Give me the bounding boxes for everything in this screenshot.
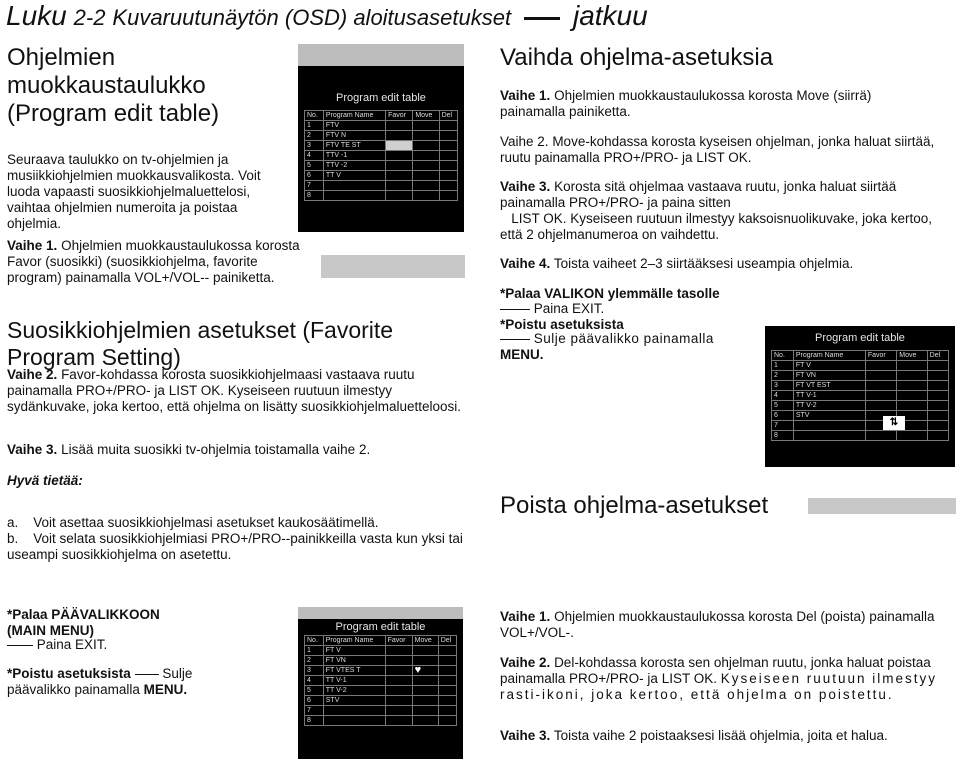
osd-table [304,110,458,201]
table-row[interactable]: 7 [305,181,458,191]
osd-header-row: No. Program Name Favor Move Del [305,636,457,646]
delete-step3: Vaihe 3. Toista vaihe 2 poistaaksesi lisää ohjelmia, joita et halua. [500,728,888,743]
osd-header-row: No. Program Name Favor Move Del [305,111,458,121]
dash [500,309,530,310]
delete-step2: Vaihe 2. Del-kohdassa korosta sen ohjelman ruutu, jonka haluat poistaa painamalla PRO+/PRO- ja LIST OK. Kyseiseen ruutuun ilmestyy rasti-ikoni, joka kertoo, että ohjelma on poistettu. [500,655,938,702]
back-main-menu-action: Paina EXIT. [7,637,197,653]
tip-b: b. Voit selata suosikkiohjelmiasi PRO+/PRO--painikkeilla vasta kun yksi tai useampi suosikkiohjelma on asetettu. [7,531,463,562]
table-row[interactable]: 6 STV [772,411,949,421]
favorite-step2: Vaihe 2. Favor-kohdassa korosta suosikkiohjelmaasi vastaava ruutu painamalla PRO+/PRO- ja LIST OK. Kyseiseen ruutuun ilmestyy sydänkuvake, joka kertoo, että ohjelma on lisätty suosikkiohjelmaluetteloosi. [7,367,461,414]
table-row[interactable]: 3 FT VTES T ♥ [305,666,457,676]
table-row[interactable]: 1 FT V [772,361,949,371]
osd-table [771,350,949,441]
table-row[interactable]: 5 TTV -2 [305,161,458,171]
favor-cell-highlighted[interactable] [386,141,413,151]
osd-top-bar [298,607,463,619]
table-row[interactable]: 2 FTV N [305,131,458,141]
osd-table [304,635,457,726]
table-row[interactable]: 5 TT V-2 [772,401,949,411]
dash [135,674,159,675]
osd-program-edit-table-3 [298,607,463,759]
back-upper-level: *Palaa VALIKON ylemmälle tasolle [500,286,720,301]
delete-heading: Poista ohjelma-asetukset [500,492,769,519]
favorite-heading: Suosikkiohjelmien asetukset (Favorite Program Setting) [7,317,394,370]
exit-settings-right-action: Sulje päävalikko painamalla MENU. [500,331,714,362]
back-upper-level-action: Paina EXIT. [500,301,760,317]
gray-bar-decoration [808,498,956,514]
left-step1: Vaihe 1. Ohjelmien muokkaustaulukossa korosta Favor (suosikki) (suosikkiohjelma, favorite program) painamalla VOL+/VOL-- painiketta. [7,238,300,285]
osd-program-edit-table-2 [765,326,955,467]
swap-arrows-icon: ⇅ [883,416,905,430]
osd-title: Program edit table [815,332,905,344]
table-row[interactable]: 4 TTV -1 [305,151,458,161]
delete-step1: Vaihe 1. Ohjelmien muokkaustaulukossa korosta Del (poista) painamalla VOL+/VOL-. [500,609,935,640]
table-row[interactable]: 2 FT VN [305,656,457,666]
exit-settings-left: *Poistu asetuksista Sulje päävalikko painamalla MENU. [7,666,193,697]
dash [500,339,530,340]
table-row[interactable]: 2 FT VN [772,371,949,381]
heart-icon[interactable]: ♥ [412,666,438,676]
table-row[interactable]: 4 TT V-1 [772,391,949,401]
table-row[interactable]: 1 FT V [305,646,457,656]
table-row[interactable]: 5 TT V-2 [305,686,457,696]
osd-title: Program edit table [335,621,426,633]
page-title: Luku 2-2 Kuvaruutunäytön (OSD) aloitusasetukset jatkuu [6,0,648,31]
back-main-menu: *Palaa PÄÄVALIKKOON (MAIN MENU) [7,607,160,638]
move-step4: Vaihe 4. Toista vaiheet 2–3 siirtääksesi useampia ohjelmia. [500,256,854,271]
table-row[interactable]: 6 STV [305,696,457,706]
osd-title: Program edit table [336,92,426,104]
osd-top-bar [298,44,464,66]
table-row[interactable]: 6 TT V [305,171,458,181]
program-edit-intro: Seuraava taulukko on tv-ohjelmien ja musiikkiohjelmien muokkausvalikosta. Voit luoda vapaasti suosikkiohjelmaluettelosi, vaihtaa ohjelmien numeroita ja poistaa ohjelmia. [7,152,261,231]
table-row[interactable]: 3 FTV TE ST [305,141,458,151]
favorite-step3: Vaihe 3. Lisää muita suosikki tv-ohjelmia toistamalla vaihe 2. [7,442,371,457]
tips-heading: Hyvä tietää: [7,473,83,488]
table-row[interactable]: 8 [772,431,949,441]
dash [7,645,33,646]
move-heading: Vaihda ohjelma-asetuksia [500,44,774,71]
table-row[interactable]: 8 [305,716,457,726]
title-dash [524,17,560,20]
move-step2: Vaihe 2. Move-kohdassa korosta kyseisen ohjelman, jonka haluat siirtää, ruutu painamalla PRO+/PRO- ja LIST OK. [500,134,935,165]
gray-bar-decoration [321,255,465,278]
program-edit-heading: Ohjelmien muokkaustaulukko (Program edit table) [7,44,220,127]
move-step3: Vaihe 3. Korosta sitä ohjelmaa vastaava ruutu, jonka haluat siirtää painamalla PRO+/PRO- ja paina sitten LIST OK. Kyseiseen ruutuun ilmestyy kaksoisnuolikuvake, joka kertoo, että 2 ohjelmanumeroa on vaihdettu. [500,179,932,242]
table-row[interactable]: 3 FT VT EST [772,381,949,391]
table-row[interactable]: 8 [305,191,458,201]
table-row[interactable]: 7 [772,421,949,431]
exit-settings-right: *Poistu asetuksista [500,317,624,332]
osd-header-row: No. Program Name Favor Move Del [772,351,949,361]
table-row[interactable]: 7 [305,706,457,716]
move-step1: Vaihe 1. Ohjelmien muokkaustaulukossa korosta Move (siirrä) painamalla painiketta. [500,88,872,119]
table-row[interactable]: 4 TT V-1 [305,676,457,686]
osd-program-edit-table-1 [298,66,464,232]
tip-a: a. Voit asettaa suosikkiohjelmasi asetukset kaukosäätimellä. [7,515,379,530]
table-row[interactable]: 1 FTV [305,121,458,131]
